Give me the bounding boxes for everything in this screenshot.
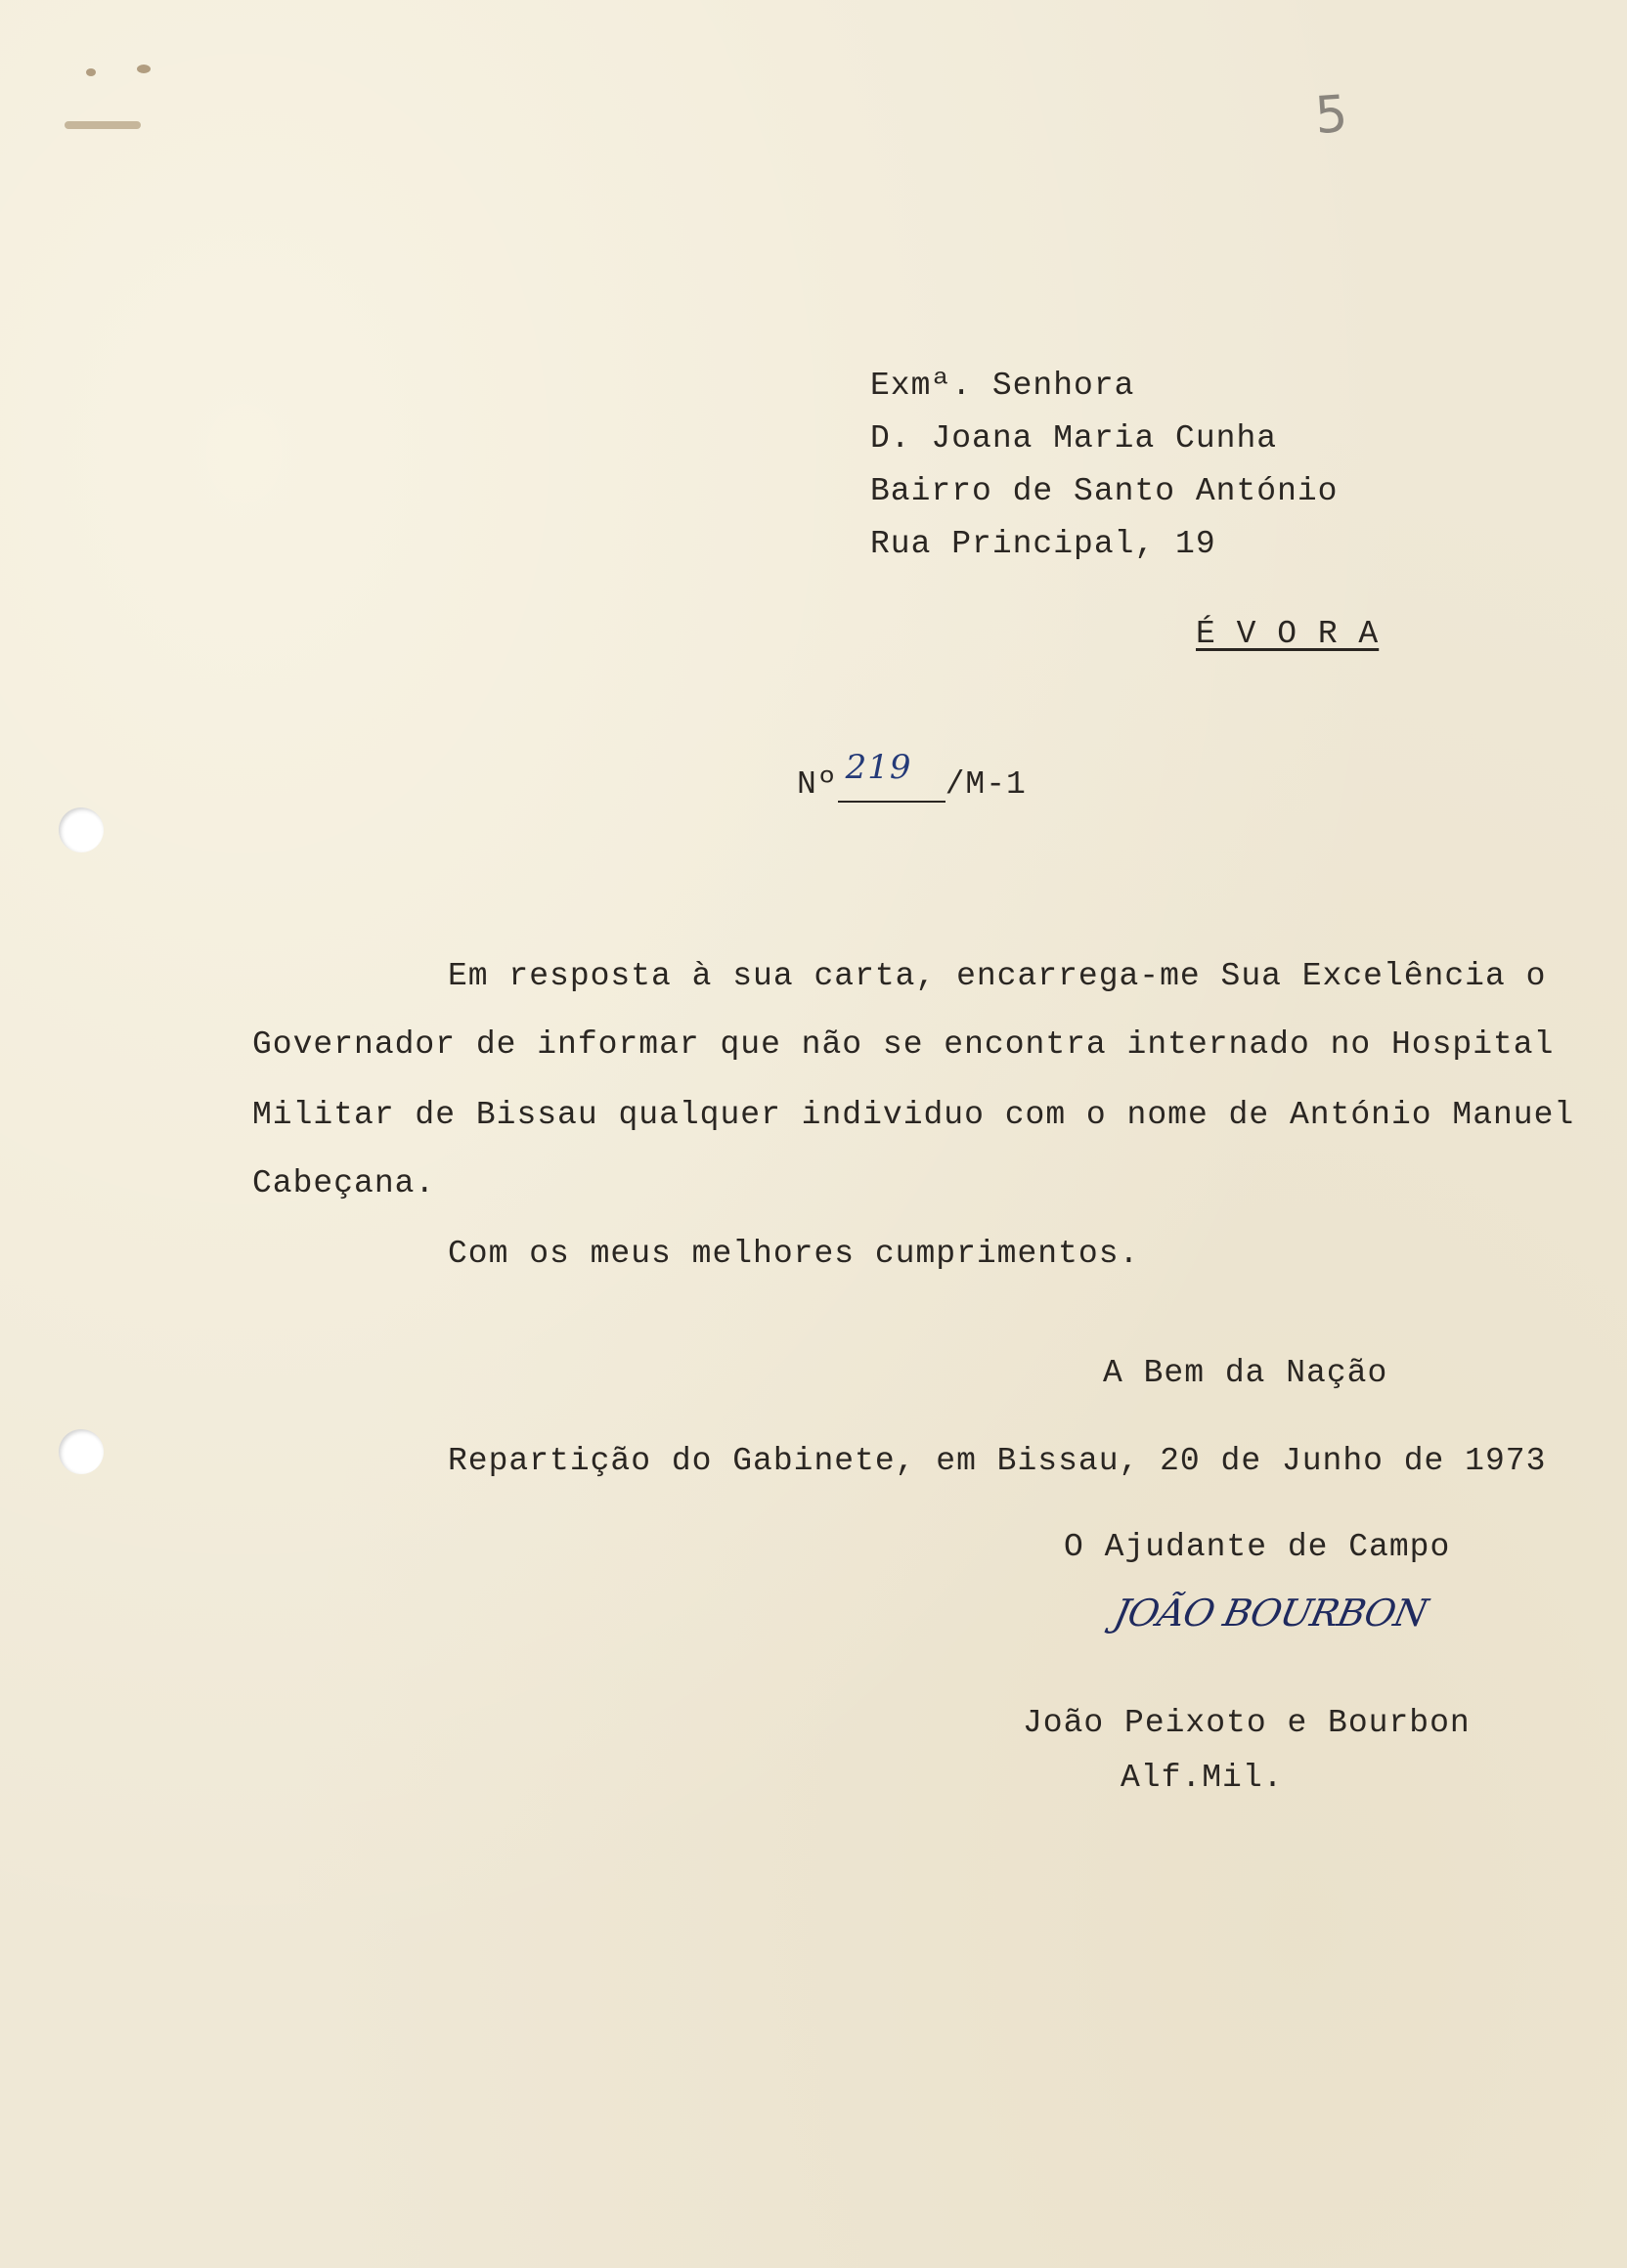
reference-number: [797, 748, 1027, 803]
reference-prefix: Nº: [797, 766, 838, 803]
signatory-rank: Alf.Mil.: [1121, 1760, 1284, 1796]
punch-hole: [59, 1429, 104, 1474]
recipient-street: Rua Principal, 19: [870, 526, 1216, 562]
punch-hole: [59, 807, 104, 852]
reference-suffix: /M-1: [945, 766, 1027, 803]
staple-mark: [86, 68, 96, 76]
staple-mark: [65, 121, 141, 129]
signatory-title: O Ajudante de Campo: [1064, 1529, 1451, 1565]
recipient-district: Bairro de Santo António: [870, 473, 1339, 509]
body-line: Militar de Bissau qualquer individuo com o nome de António Manuel: [252, 1097, 1575, 1133]
staple-mark: [137, 65, 151, 73]
handwritten-reference: 219: [845, 748, 912, 787]
reference-blank: [838, 748, 945, 803]
signature-script: JOÃO BOURBON: [1110, 1592, 1431, 1635]
body-line: Governador de informar que não se encontra internado no Hospital: [252, 1026, 1555, 1063]
recipient-name: D. Joana Maria Cunha: [870, 420, 1278, 457]
body-line: Em resposta à sua carta, encarrega-me Sua Excelência o: [448, 958, 1547, 994]
page-number: 5: [1312, 84, 1350, 147]
closing-line: Com os meus melhores cumprimentos.: [448, 1236, 1140, 1272]
recipient-salutation: Exmª. Senhora: [870, 368, 1135, 404]
motto: A Bem da Nação: [1103, 1355, 1388, 1391]
recipient-city: É V O R A: [1196, 616, 1380, 652]
place-date: Repartição do Gabinete, em Bissau, 20 de Junho de 1973: [448, 1443, 1547, 1479]
signatory-name: João Peixoto e Bourbon: [1023, 1705, 1471, 1741]
handwritten-signature: [1110, 1592, 1431, 1635]
body-line: Cabeçana.: [252, 1165, 436, 1201]
